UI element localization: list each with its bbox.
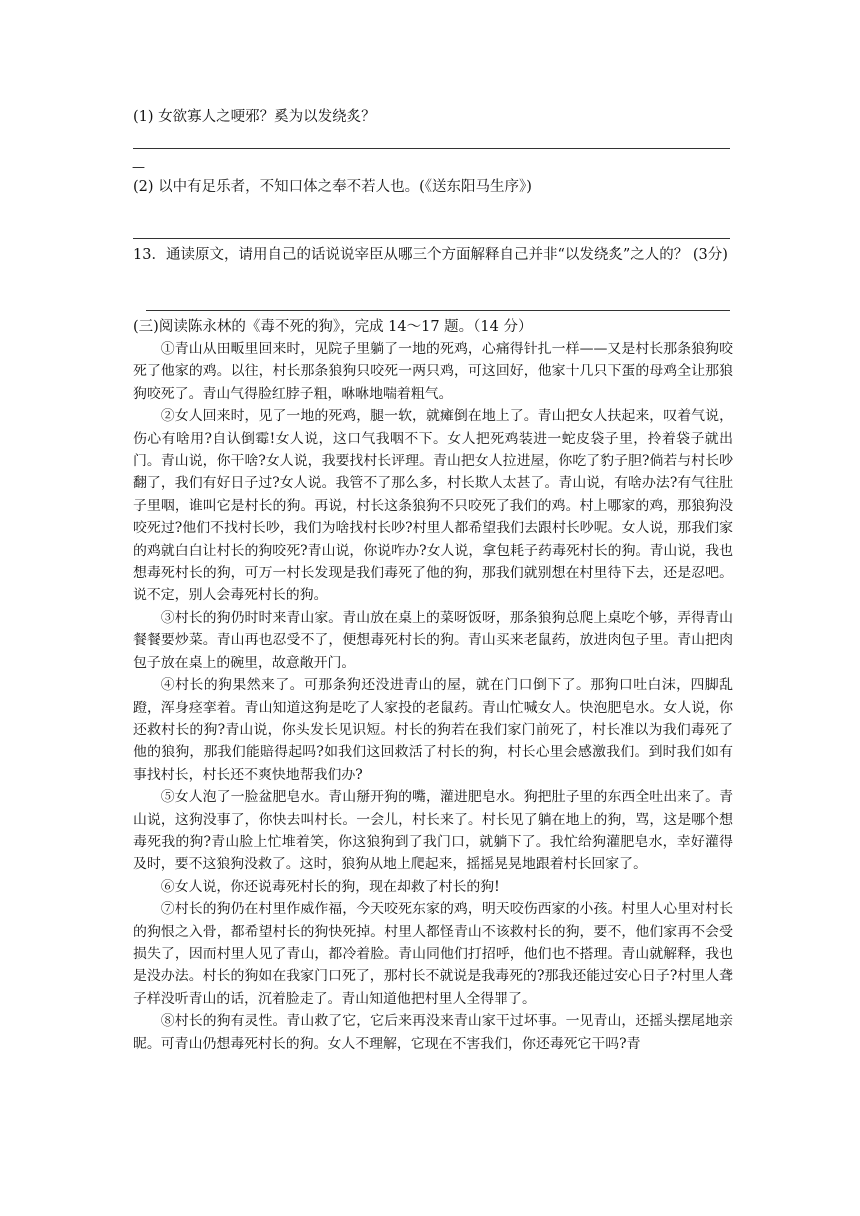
paragraph: ③村长的狗仍时时来青山家。青山放在桌上的菜呀饭呀，那条狼狗总爬上桌吃个够，弄得青山餐餐要炒菜。青山再也忍受不了，便想毒死村长的狗。青山买来老鼠药，放进肉包子里。青山把肉包子放在桌上的碗里，故意敞开门。 <box>133 609 733 671</box>
paragraph: ⑥女人说，你还说毒死村长的狗，现在却救了村长的狗! <box>160 878 500 895</box>
answer-line <box>133 148 730 149</box>
paragraph: ⑦村长的狗仍在村里作威作福，今天咬死东家的鸡，明天咬伤西家的小孩。村里人心里对村长的狗恨之入骨，都希望村长的狗快死掉。村里人都怪青山不该救村长的狗，要不，他们家再不会受损失了，因而村里人见了青山，都冷着脸。青山同他们打招呼，他们也不搭理。青山就解释，我也是没办法。村长的狗如在我家门口死了，那村长不就说是我毒死的?那我还能过安心日子?村里人聋子样没听青山的话，沉着脸走了。青山知道他把村里人全得罪了。 <box>133 901 733 1007</box>
reading-passage <box>133 338 733 1055</box>
answer-line-dash: — <box>132 160 145 175</box>
paragraph: ②女人回来时，见了一地的死鸡，腿一软，就瘫倒在地上了。青山把女人扶起来，叹着气说，伤心有啥用?自认倒霉!女人说，这口气我咽不下。女人把死鸡装进一蛇皮袋子里，拎着袋子就出门。青山说，你干啥?女人说，我要找村长评理。青山把女人拉进屋，你吃了豹子胆?倘若与村长吵翻了，我们有好日子过?女人说。我管不了那么多，村长欺人太甚了。青山说，有啥办法?有气往肚子里咽，谁叫它是村长的狗。再说，村长这条狼狗不只咬死了我们的鸡。村上哪家的鸡，那狼狗没咬死过?他们不找村长吵，我们为啥找村长吵?村里人都希望我们去跟村长吵呢。女人说，那我们家的鸡就白白让村长的狗咬死?青山说，你说咋办?女人说，拿包耗子药毒死村长的狗。青山说，我也想毒死村长的狗，可万一村长发现是我们毒死了他的狗，那我们就别想在村里待下去，还是忍吧。说不定，别人会毒死村长的狗。 <box>133 408 733 604</box>
answer-line <box>146 310 730 311</box>
question-1: (1) 女欲寡人之哽邪？奚为以发绕炙？ <box>133 109 376 125</box>
paragraph: ①青山从田畈里回来时，见院子里躺了一地的死鸡，心痛得针扎一样——又是村长那条狼狗咬死了他家的鸡。以往，村长那条狼狗只咬死一两只鸡，可这回好，他家十几只下蛋的母鸡全让那狼狗咬死了。青山气得脸红脖子粗，咻咻地喘着粗气。 <box>133 341 733 402</box>
question-2: (2) 以中有足乐者，不知口体之奉不若人也。(《送东阳马生序》) <box>133 179 532 195</box>
paragraph: ⑤女人泡了一脸盆肥皂水。青山掰开狗的嘴，灌进肥皂水。狗把肚子里的东西全吐出来了。青山说，这狗没事了，你快去叫村长。一会儿，村长来了。村长见了躺在地上的狗，骂，这是哪个想毒死我的狗?青山脸上忙堆着笑，你这狼狗到了我门口，就躺下了。我忙给狗灌肥皂水，幸好灌得及时，要不这狼狗没救了。这时，狼狗从地上爬起来，摇摇晃晃地跟着村长回家了。 <box>133 789 733 873</box>
paragraph: ⑧村长的狗有灵性。青山救了它，它后来再没来青山家干过坏事。一见青山，还摇头摆尾地亲昵。可青山仍想毒死村长的狗。女人不理解，它现在不害我们，你还毒死它干吗?青 <box>133 1013 733 1052</box>
paragraph: ④村长的狗果然来了。可那条狗还没进青山的屋，就在门口倒下了。那狗口吐白沫，四脚乱蹬，浑身痉挛着。青山知道这狗是吃了人家投的老鼠药。青山忙喊女人。快泡肥皂水。女人说，你还救村长的狗?青山说，你头发长见识短。村长的狗若在我们家门前死了，村长准以为我们毒死了他的狼狗，那我们能賠得起吗?如我们这回救活了村长的狗，村长心里会感激我们。到时我们如有事找村长，村长还不爽快地帮我们办? <box>133 677 733 783</box>
question-13: 13．通读原文，请用自己的话说说宰臣从哪三个方面解释自己并非“以发绕炙”之人的？ (3分) <box>133 247 728 263</box>
answer-line <box>133 238 730 239</box>
section-title: (三)阅读陈永林的《毒不死的狗》，完成 14～17 题。（14 分） <box>133 319 533 335</box>
